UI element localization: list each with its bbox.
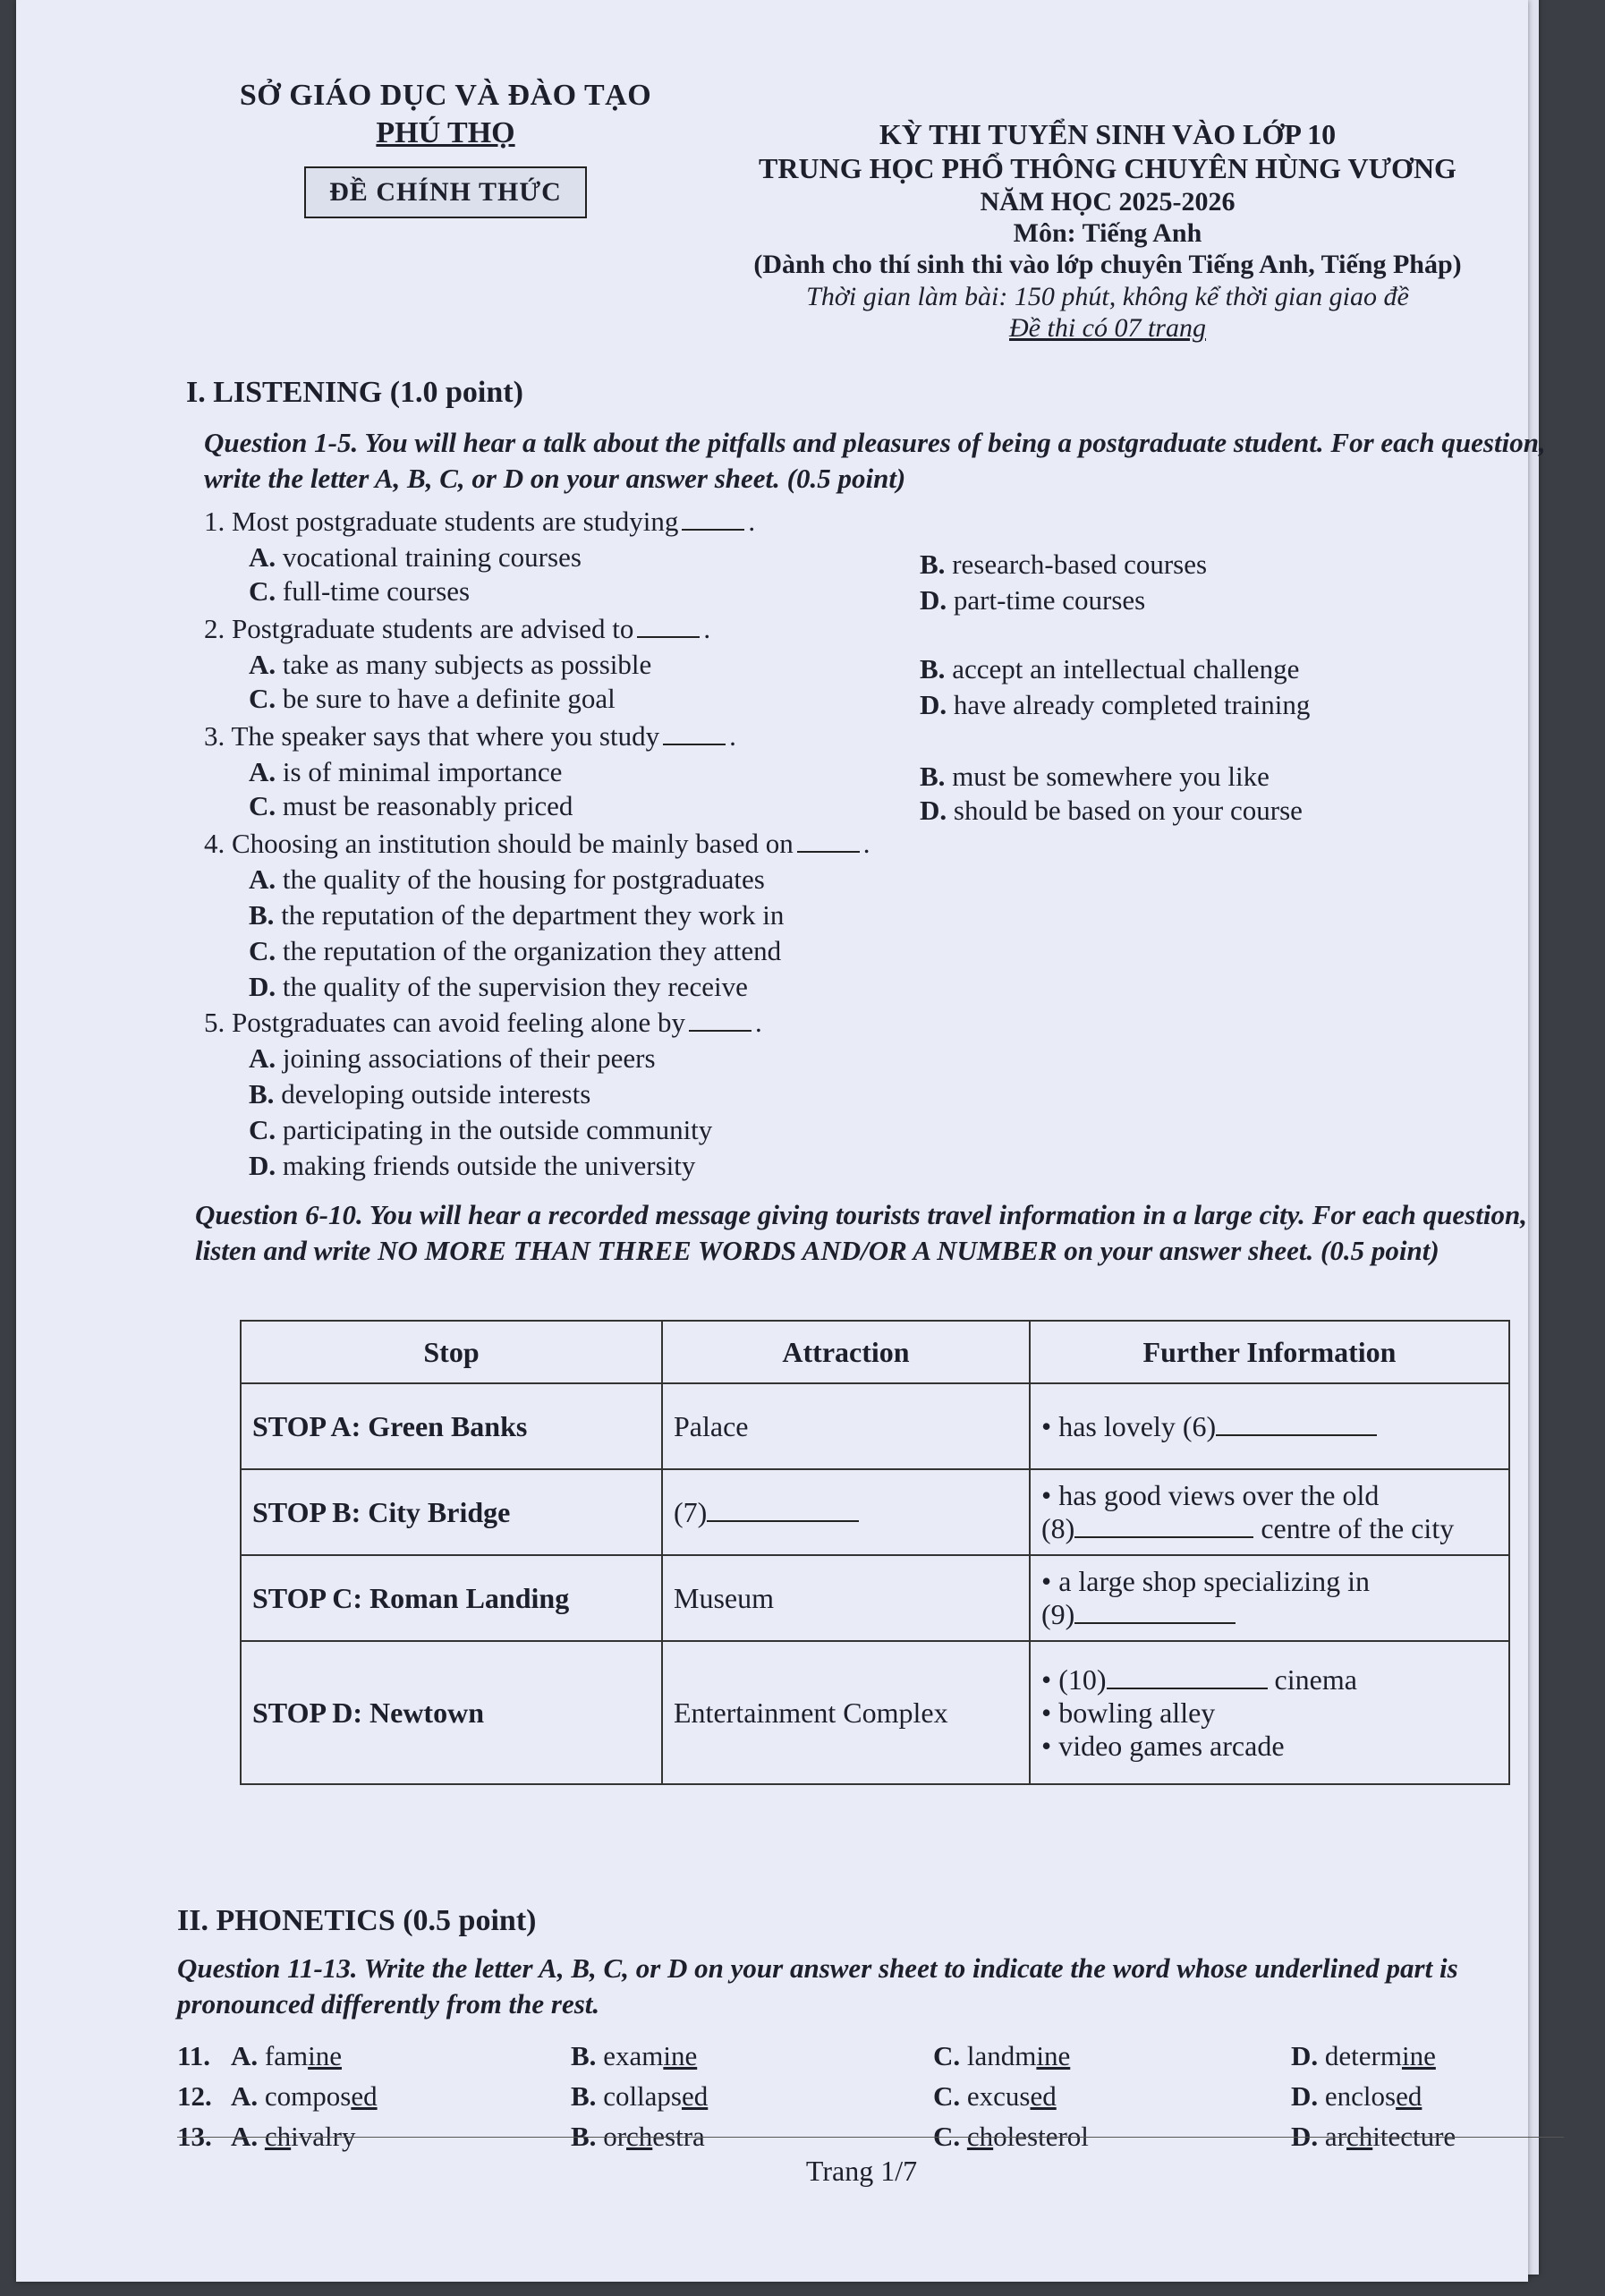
target-candidates: (Dành cho thí sinh thi vào lớp chuyên Tiếng Anh, Tiếng Pháp)	[753, 250, 1462, 280]
question-3: 3. The speaker says that where you study .	[204, 720, 736, 752]
exam-page	[16, 0, 1546, 2282]
q11-option-b: B. examine	[571, 2040, 698, 2071]
q13-option-b: B. orchestra	[571, 2121, 705, 2152]
department-name: SỞ GIÁO DỤC VÀ ĐÀO TẠO	[239, 79, 652, 112]
q3-option-c: C. must be reasonably priced	[249, 790, 573, 821]
travel-info-table	[240, 1320, 1510, 1785]
stop-cell: STOP C: Roman Landing	[241, 1555, 662, 1641]
q5-option-d: D. making friends outside the university	[249, 1150, 696, 1181]
attraction-cell: (7)	[662, 1469, 1030, 1555]
q4-option-a: A. the quality of the housing for postgraduates	[249, 863, 765, 895]
q2-option-c: C. be sure to have a definite goal	[249, 683, 616, 714]
phonetics-instruction: Question 11-13. Write the letter A, B, C, or D on your answer sheet to indicate the word whose underlined part is pronounced differently from the rest.	[177, 1952, 1458, 2020]
subject: Môn: Tiếng Anh	[1013, 217, 1202, 248]
official-badge: ĐỀ CHÍNH THỨC	[304, 166, 587, 218]
listening-title: I. LISTENING (1.0 point)	[186, 376, 523, 409]
info-cell: • (10) cinema • bowling alley • video games arcade	[1030, 1641, 1509, 1784]
footer-divider	[177, 2137, 1564, 2138]
listening-part1-instruction: Question 1-5. You will hear a talk about the pitfalls and pleasures of being a postgraduate student. For each question, write the letter A, B, C, or D on your answer sheet. (0.5 point)	[204, 427, 1546, 495]
q12-option-b: B. collapsed	[571, 2080, 709, 2112]
table-row	[241, 1641, 1509, 1784]
question-4: 4. Choosing an institution should be mainly based on .	[204, 828, 870, 859]
q1-option-c: C. full-time courses	[249, 575, 471, 607]
stop-cell: STOP A: Green Banks	[241, 1383, 662, 1469]
q5-option-c: C. participating in the outside community	[249, 1114, 713, 1145]
listening-part2-instruction: Question 6-10. You will hear a recorded message giving tourists travel information in a large city. For each question, listen and write NO MORE THAN THREE WORDS AND/OR A NUMBER on your answer sheet. (0.5 point)	[195, 1199, 1527, 1267]
info-cell: • has lovely (6)	[1030, 1383, 1509, 1469]
q11-option-a: A. famine	[231, 2040, 342, 2071]
table-row	[241, 1555, 1509, 1641]
exam-title: KỲ THI TUYỂN SINH VÀO LỚP 10	[879, 118, 1337, 150]
q4-option-d: D. the quality of the supervision they receive	[249, 971, 748, 1002]
q13-option-d: D. architecture	[1291, 2121, 1456, 2152]
q11-option-c: C. landmine	[933, 2040, 1071, 2071]
table-header-stop: Stop	[241, 1321, 662, 1383]
q3-option-a: A. is of minimal importance	[249, 756, 563, 787]
attraction-cell: Palace	[662, 1383, 1030, 1469]
table-row	[241, 1383, 1509, 1469]
info-cell: • has good views over the old (8) centre of the city	[1030, 1469, 1509, 1555]
question-2: 2. Postgraduate students are advised to .	[204, 613, 711, 644]
header-right	[669, 118, 1546, 344]
question-5: 5. Postgraduates can avoid feeling alone by .	[204, 1007, 762, 1038]
q1-option-d: D. part-time courses	[920, 584, 1146, 616]
q11-option-d: D. determine	[1291, 2040, 1436, 2071]
school-year: NĂM HỌC 2025-2026	[980, 186, 1236, 217]
table-header-attraction: Attraction	[662, 1321, 1030, 1383]
q2-option-d: D. have already completed training	[920, 689, 1311, 720]
attraction-cell: Museum	[662, 1555, 1030, 1641]
q13-option-a: A. chivalry	[231, 2121, 356, 2152]
q5-option-a: A. joining associations of their peers	[249, 1042, 656, 1074]
question-1: 1. Most postgraduate students are studying .	[204, 506, 756, 537]
table-row	[241, 1469, 1509, 1555]
question-13: 13. A. chivalry B. orchestra C. cholesterol D. architecture	[177, 2121, 1456, 2152]
phonetics-title: II. PHONETICS (0.5 point)	[177, 1904, 537, 1937]
page-count: Đề thi có 07 trang	[1009, 313, 1206, 344]
q1-option-a: A. vocational training courses	[249, 541, 582, 573]
table-header-info: Further Information	[1030, 1321, 1509, 1383]
question-12: 12. A. composed B. collapsed C. excused D. enclosed	[177, 2080, 1422, 2112]
attraction-cell: Entertainment Complex	[662, 1641, 1030, 1784]
province-name: PHÚ THỌ	[376, 116, 515, 149]
q3-option-b: B. must be somewhere you like	[920, 761, 1270, 792]
school-name: TRUNG HỌC PHỔ THÔNG CHUYÊN HÙNG VƯƠNG	[759, 151, 1456, 184]
q5-option-b: B. developing outside interests	[249, 1078, 591, 1110]
q12-option-c: C. excused	[933, 2080, 1057, 2112]
q2-option-a: A. take as many subjects as possible	[249, 649, 652, 680]
stop-cell: STOP D: Newtown	[241, 1641, 662, 1784]
q4-option-b: B. the reputation of the department they work in	[249, 899, 785, 931]
question-11: 11. A. famine B. examine C. landmine D. determine	[177, 2040, 1436, 2071]
exam-time: Thời gian làm bài: 150 phút, không kể thời gian giao đề	[806, 281, 1409, 311]
q4-option-c: C. the reputation of the organization they attend	[249, 935, 782, 966]
stop-cell: STOP B: City Bridge	[241, 1469, 662, 1555]
q12-option-a: A. composed	[231, 2080, 378, 2112]
header-left	[195, 79, 696, 218]
page-number: Trang 1/7	[805, 2155, 918, 2187]
q12-option-d: D. enclosed	[1291, 2080, 1422, 2112]
q2-option-b: B. accept an intellectual challenge	[920, 653, 1300, 685]
q1-option-b: B. research-based courses	[920, 548, 1208, 580]
info-cell: • a large shop specializing in (9)	[1030, 1555, 1509, 1641]
q3-option-d: D. should be based on your course	[920, 795, 1303, 826]
q13-option-c: C. cholesterol	[933, 2121, 1089, 2152]
